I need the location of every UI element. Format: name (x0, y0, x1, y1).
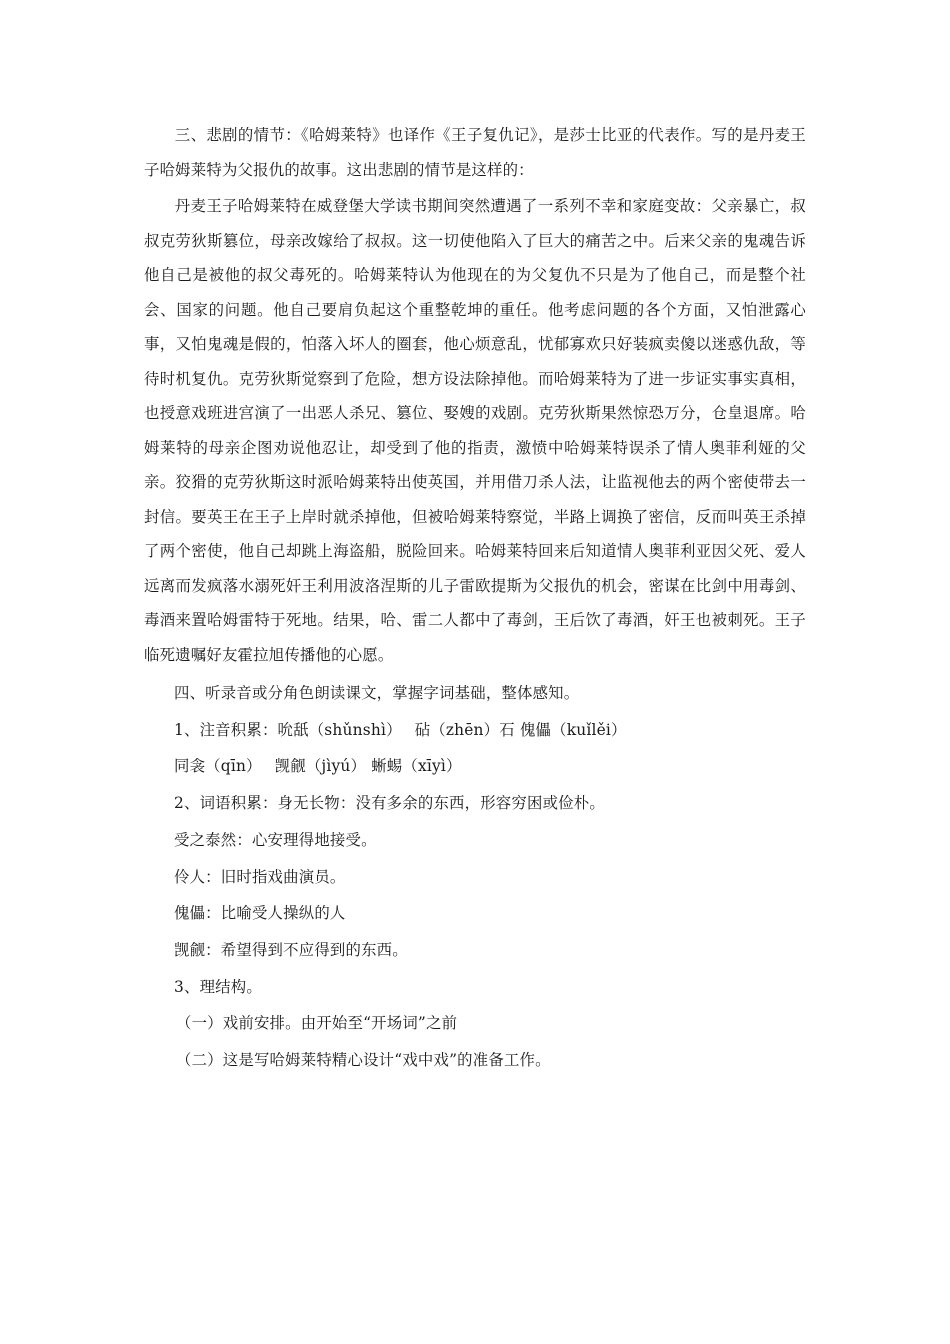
vocab-item: 受之泰然：心安理得地接受。 (174, 830, 377, 849)
vocab-heading-line: 2、词语积累：身无长物：没有多余的东西，形容穷困或俭朴。 (174, 794, 605, 813)
structure-item: （一）戏前安排。由开始至“开场词”之前 (176, 1014, 458, 1033)
section-four-heading: 四、听录音或分角色朗读课文，掌握字词基础，整体感知。 (174, 684, 580, 702)
structure-heading: 3、理结构。 (174, 977, 262, 996)
document-page (144, 118, 806, 1079)
vocab-item: 傀儡：比喻受人操纵的人 (174, 904, 346, 923)
vocab-item: 伶人：旧时指戏曲演员。 (174, 867, 346, 886)
pinyin-line-one: 1、注音积累：吮舐（shǔnshì） 砧（zhēn）石 傀儡（kuǐlěi） (174, 720, 627, 739)
structure-item: （二）这是写哈姆莱特精心设计“戏中戏”的准备工作。 (176, 1051, 551, 1070)
vocab-item: 觊觎：希望得到不应得到的东西。 (174, 940, 408, 959)
pinyin-line-two: 同衾（qīn） 觊觎（jìyú） 蜥蜴（xīyì） (174, 757, 462, 776)
paragraph-plot-summary: 丹麦王子哈姆莱特在威登堡大学读书期间突然遭遇了一系列不幸和家庭变故：父亲暴亡，叔叔克劳狄斯篡位，母亲改嫁给了叔叔。这一切使他陷入了巨大的痛苦之中。后来父亲的鬼魂告诉他自己是被他的叔父毒死的。哈姆莱特认为他现在的为父复仇不只是为了他自己，而是整个社会、国家的问题。他自己要肩负起这个重整乾坤的重任。他考虑问题的各个方面，又怕泄露心事，又怕鬼魂是假的，怕落入坏人的圈套，他心烦意乱，忧郁寡欢只好装疯卖傻以迷惑仇敌，等待时机复仇。克劳狄斯觉察到了危险，想方设法除掉他。而哈姆莱特为了进一步证实事实真相，也授意戏班进宫演了一出恶人杀兄、篡位、娶嫂的戏剧。克劳狄斯果然惊恐万分，仓皇退席。哈姆莱特的母亲企图劝说他忍让，却受到了他的指责，激愤中哈姆莱特误杀了情人奥菲利娅的父亲。狡猾的克劳狄斯这时派哈姆莱特出使英国，并用借刀杀人法，让监视他去的两个密使带去一封信。要英王在王子上岸时就杀掉他，但被哈姆莱特察觉，半路上调换了密信，反而叫英王杀掉了两个密使，他自己却跳上海盗船，脱险回来。哈姆莱特回来后知道情人奥菲利亚因父死、爱人远离而发疯落水溺死奸王利用波洛涅斯的儿子雷欧提斯为父报仇的机会，密谋在比剑中用毒剑、毒酒来置哈姆雷特于死地。结果，哈、雷二人都中了毒剑，王后饮了毒酒，奸王也被刺死。王子临死遗嘱好友霍拉旭传播他的心愿。 (144, 197, 806, 664)
paragraph-plot-intro: 三、悲剧的情节：《哈姆莱特》也译作《王子复仇记》，是莎士比亚的代表作。写的是丹麦王子哈姆莱特为父报仇的故事。这出悲剧的情节是这样的： (144, 126, 806, 179)
